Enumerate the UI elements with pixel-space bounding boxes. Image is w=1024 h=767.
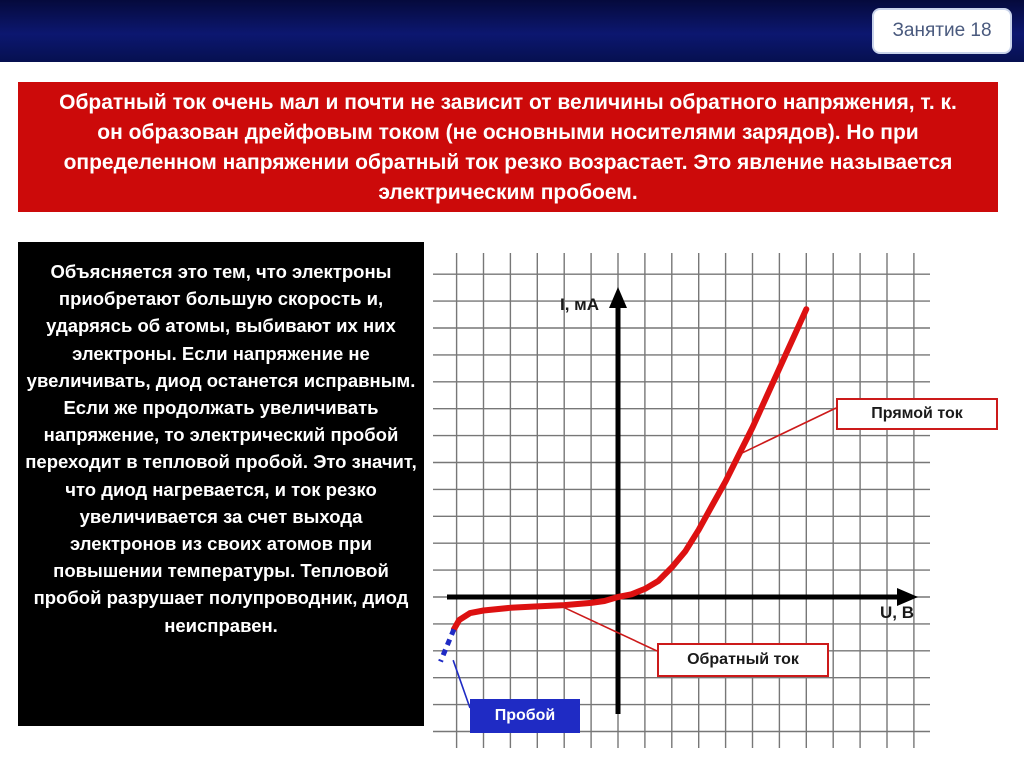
forward-current-label: Прямой ток [836,398,998,430]
breakdown-label: Пробой [470,699,580,733]
lesson-badge: Занятие 18 [872,8,1012,54]
y-axis-label: I, мА [560,295,600,314]
intro-text: Обратный ток очень мал и почти не зависит от величины обратного напряжения, т. к. он образован дрейфовым током (не основными носителями зарядов). Но при определенном напряжении обратный ток резко возрастает. Это явление называется электрическим пробоем. [59,91,957,204]
reverse-current-label: Обратный ток [657,643,829,677]
explanation-text: Объясняется это тем, что электроны приобретают большую скорость и, ударяясь об атомы, выбивают их них электроны. Если напряжение не увеличивать, диод останется исправным. Если же продолжать увеличивать напряжение, то электрический пробой переходит в тепловой пробой. Это значит, что диод нагревается, и ток резко увеличивается за счет выхода электронов из своих атомов при повышении температуры. Тепловой пробой разрушает полупроводник, диод неисправен. [25,261,417,636]
x-axis-label: U, В [880,603,914,622]
